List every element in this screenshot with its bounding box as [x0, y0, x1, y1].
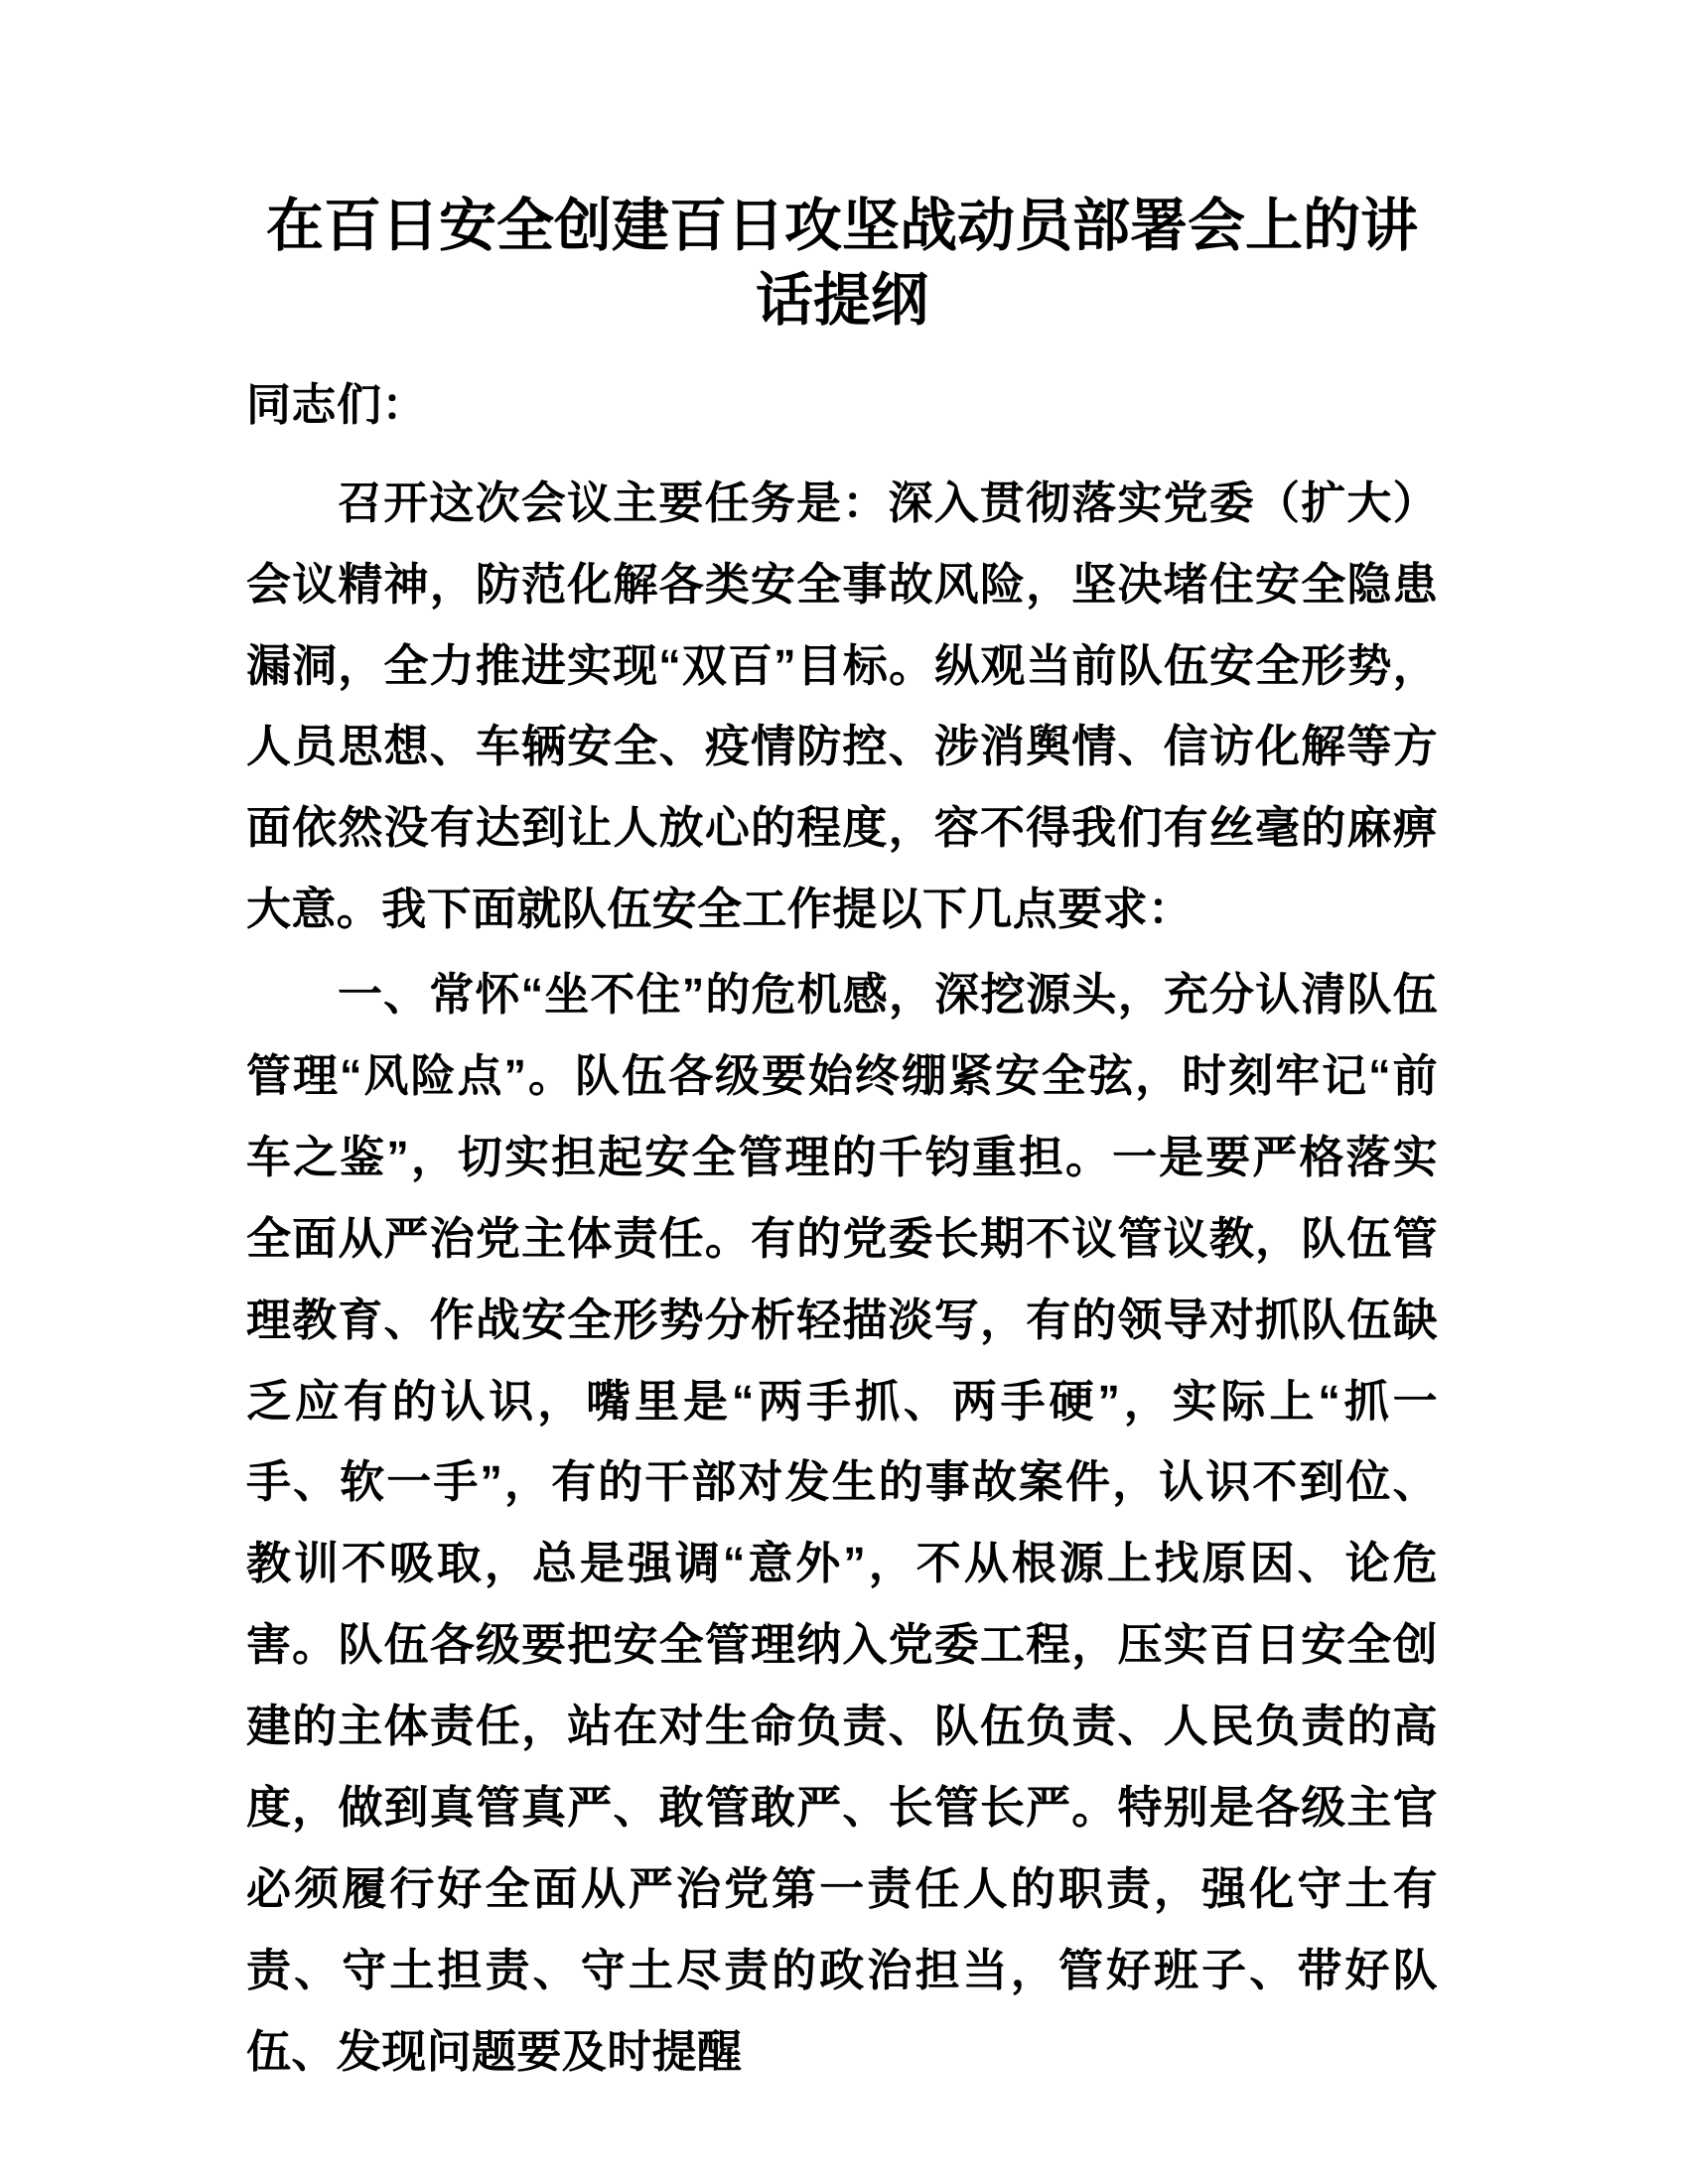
- document-content: [246, 189, 1438, 2093]
- salutation: 同志们：: [246, 378, 428, 430]
- body-paragraph-1: 召开这次会议主要任务是：深入贯彻落实党委（扩大）会议精神，防范化解各类安全事故风险，坚决堵住安全隐患漏洞，全力推进实现“双百”目标。纵观当前队伍安全形势，人员思想、车辆安全、疫情防控、涉消舆情、信访化解等方面依然没有达到让人放心的程度，容不得我们有丝毫的麻痹大意。我下面就队伍安全工作提以下几点要求：: [246, 477, 1438, 935]
- document-title: 在百日安全创建百日攻坚战动员部署会上的讲话提纲: [265, 194, 1418, 334]
- body-paragraph-2: 一、常怀“坐不住”的危机感，深挖源头，充分认清队伍管理“风险点”。队伍各级要始终绷紧安全弦，时刻牢记“前车之鉴”，切实担起安全管理的千钧重担。一是要严格落实全面从严治党主体责任。有的党委长期不议管议教，队伍管理教育、作战安全形势分析轻描淡写，有的领导对抓队伍缺乏应有的认识，嘴里是“两手抓、两手硬”，实际上“抓一手、软一手”，有的干部对发生的事故案件，认识不到位、教训不吸取，总是强调“意外”，不从根源上找原因、论危害。队伍各级要把安全管理纳入党委工程，压实百日安全创建的主体责任，站在对生命负责、队伍负责、人民负责的高度，做到真管真严、敢管敢严、长管长严。特别是各级主官必须履行好全面从严治党第一责任人的职责，强化守土有责、守土担责、守土尽责的政治担当，管好班子、带好队伍、发现问题要及时提醒: [246, 969, 1438, 2077]
